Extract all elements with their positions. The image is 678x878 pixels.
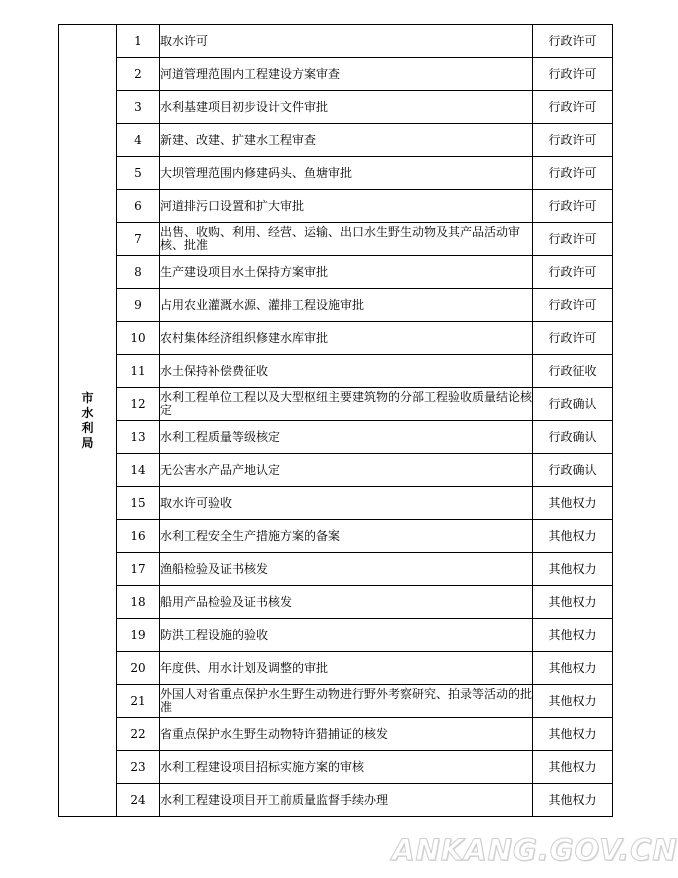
item-category: 行政许可	[533, 223, 613, 256]
table-row	[59, 289, 613, 322]
item-category: 行政许可	[533, 190, 613, 223]
item-category: 行政确认	[533, 388, 613, 421]
item-category: 其他权力	[533, 652, 613, 685]
item-name: 河道管理范围内工程建设方案审查	[160, 58, 533, 91]
item-category: 其他权力	[533, 619, 613, 652]
row-number: 6	[117, 190, 160, 223]
item-category: 其他权力	[533, 751, 613, 784]
item-name: 省重点保护水生野生动物特许猎捕证的核发	[160, 718, 533, 751]
item-category: 行政许可	[533, 25, 613, 58]
item-name: 河道排污口设置和扩大审批	[160, 190, 533, 223]
table-row	[59, 190, 613, 223]
item-category: 其他权力	[533, 586, 613, 619]
table-row	[59, 124, 613, 157]
row-number: 3	[117, 91, 160, 124]
item-category: 行政许可	[533, 289, 613, 322]
item-category: 行政许可	[533, 322, 613, 355]
item-category: 行政许可	[533, 157, 613, 190]
table-row	[59, 553, 613, 586]
table-row	[59, 256, 613, 289]
item-name: 新建、改建、扩建水工程审查	[160, 124, 533, 157]
item-category: 行政许可	[533, 58, 613, 91]
row-number: 13	[117, 421, 160, 454]
table-row	[59, 58, 613, 91]
table-row	[59, 586, 613, 619]
row-number: 15	[117, 487, 160, 520]
table-row	[59, 520, 613, 553]
table-row	[59, 784, 613, 817]
item-category: 行政确认	[533, 454, 613, 487]
table-row	[59, 355, 613, 388]
table-row	[59, 718, 613, 751]
row-number: 18	[117, 586, 160, 619]
row-number: 8	[117, 256, 160, 289]
item-category: 其他权力	[533, 487, 613, 520]
table-row	[59, 685, 613, 718]
item-name: 外国人对省重点保护水生野生动物进行野外考察研究、拍录等活动的批准	[160, 685, 533, 718]
power-list-table	[58, 24, 613, 817]
item-name: 取水许可验收	[160, 487, 533, 520]
row-number: 16	[117, 520, 160, 553]
site-watermark: ANKANG.GOV.CN	[392, 833, 678, 867]
table-row	[59, 487, 613, 520]
department-cell	[59, 25, 117, 817]
row-number: 17	[117, 553, 160, 586]
item-name: 年度供、用水计划及调整的审批	[160, 652, 533, 685]
row-number: 21	[117, 685, 160, 718]
table-row	[59, 25, 613, 58]
item-name: 生产建设项目水土保持方案审批	[160, 256, 533, 289]
item-category: 行政许可	[533, 91, 613, 124]
item-category: 其他权力	[533, 520, 613, 553]
row-number: 12	[117, 388, 160, 421]
row-number: 4	[117, 124, 160, 157]
row-number: 23	[117, 751, 160, 784]
item-name: 水利工程单位工程以及大型枢纽主要建筑物的分部工程验收质量结论核定	[160, 388, 533, 421]
item-name: 取水许可	[160, 25, 533, 58]
table-row	[59, 421, 613, 454]
item-name: 出售、收购、利用、经营、运输、出口水生野生动物及其产品活动审核、批准	[160, 223, 533, 256]
item-name: 防洪工程设施的验收	[160, 619, 533, 652]
item-name: 船用产品检验及证书核发	[160, 586, 533, 619]
row-number: 9	[117, 289, 160, 322]
row-number: 24	[117, 784, 160, 817]
item-category: 行政确认	[533, 421, 613, 454]
table-row	[59, 223, 613, 256]
item-category: 其他权力	[533, 718, 613, 751]
table-body	[59, 25, 613, 817]
item-category: 行政许可	[533, 256, 613, 289]
row-number: 19	[117, 619, 160, 652]
row-number: 14	[117, 454, 160, 487]
item-category: 其他权力	[533, 784, 613, 817]
row-number: 5	[117, 157, 160, 190]
item-name: 水土保持补偿费征收	[160, 355, 533, 388]
table-row	[59, 91, 613, 124]
item-category: 其他权力	[533, 685, 613, 718]
row-number: 7	[117, 223, 160, 256]
item-category: 行政征收	[533, 355, 613, 388]
row-number: 22	[117, 718, 160, 751]
table-row	[59, 619, 613, 652]
item-name: 水利工程质量等级核定	[160, 421, 533, 454]
row-number: 10	[117, 322, 160, 355]
table-row	[59, 751, 613, 784]
item-name: 水利工程建设项目招标实施方案的审核	[160, 751, 533, 784]
item-name: 水利工程建设项目开工前质量监督手续办理	[160, 784, 533, 817]
item-name: 无公害水产品产地认定	[160, 454, 533, 487]
table-row	[59, 157, 613, 190]
table-row	[59, 652, 613, 685]
item-name: 大坝管理范围内修建码头、鱼塘审批	[160, 157, 533, 190]
item-name: 水利工程安全生产措施方案的备案	[160, 520, 533, 553]
item-category: 其他权力	[533, 553, 613, 586]
table-row	[59, 454, 613, 487]
item-name: 农村集体经济组织修建水库审批	[160, 322, 533, 355]
row-number: 20	[117, 652, 160, 685]
item-name: 渔船检验及证书核发	[160, 553, 533, 586]
item-category: 行政许可	[533, 124, 613, 157]
item-name: 水利基建项目初步设计文件审批	[160, 91, 533, 124]
row-number: 1	[117, 25, 160, 58]
department-name: 市水利局	[81, 390, 94, 450]
row-number: 11	[117, 355, 160, 388]
table-row	[59, 322, 613, 355]
table-row	[59, 388, 613, 421]
row-number: 2	[117, 58, 160, 91]
item-name: 占用农业灌溉水源、灌排工程设施审批	[160, 289, 533, 322]
